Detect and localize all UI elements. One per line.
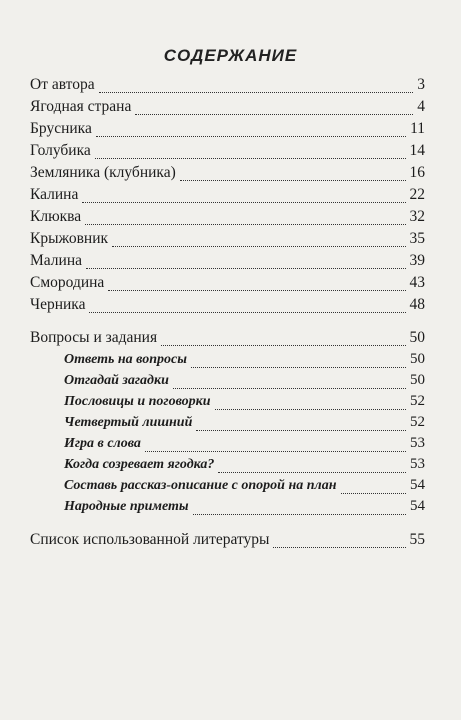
dot-leader	[145, 451, 406, 452]
toc-entry	[30, 208, 425, 230]
toc-subentry	[64, 393, 425, 415]
dot-leader	[99, 92, 414, 93]
toc-subentry-page: 54	[410, 477, 425, 493]
toc-entry-page: 48	[409, 296, 425, 313]
dot-leader	[180, 180, 406, 181]
toc-entry-page: 22	[409, 186, 425, 203]
toc-subentry	[64, 435, 425, 457]
dot-leader	[96, 136, 406, 137]
toc-entry-label: Малина	[30, 252, 83, 269]
toc-entry-page: 32	[409, 208, 425, 225]
toc-subentry-page: 53	[410, 456, 425, 472]
toc-entry-page: 16	[409, 164, 425, 181]
dot-leader	[112, 246, 405, 247]
toc-subentry-page: 50	[410, 372, 425, 388]
toc-entry-label: Смородина	[30, 274, 105, 291]
dot-leader	[196, 430, 406, 431]
toc-subentry-page: 52	[410, 414, 425, 430]
toc-entry-page: 55	[409, 531, 425, 548]
dot-leader	[135, 114, 413, 115]
toc-subentry-label: Четвертый лишний	[64, 415, 193, 430]
toc-subentry-label: Ответь на вопросы	[64, 352, 187, 367]
toc-entry-page: 50	[409, 329, 425, 346]
toc-subentry-label: Когда созревает ягодка?	[64, 457, 215, 472]
toc-subentry-label: Отгадай загадки	[64, 373, 169, 388]
toc-entry-label: От автора	[30, 76, 95, 93]
page-title: СОДЕРЖАНИЕ	[163, 46, 298, 65]
dot-leader	[193, 514, 406, 515]
toc-subentry-page: 53	[410, 435, 425, 451]
dot-leader	[89, 312, 405, 313]
toc-entry	[30, 252, 425, 274]
toc-entry-page: 4	[417, 98, 425, 115]
toc-subentry-page: 54	[410, 498, 425, 514]
toc-section-questions	[30, 329, 425, 351]
dot-leader	[108, 290, 405, 291]
toc-subentry	[64, 414, 425, 436]
toc-entry-label: Клюква	[30, 208, 82, 225]
toc-section-references	[30, 531, 425, 553]
toc-subentry	[64, 351, 425, 373]
dot-leader	[341, 493, 407, 494]
toc-subentry-page: 52	[410, 393, 425, 409]
dot-leader	[85, 224, 405, 225]
toc-subentry-label: Пословицы и поговорки	[64, 394, 211, 409]
toc-entry-label: Калина	[30, 186, 79, 203]
dot-leader	[215, 409, 406, 410]
dot-leader	[273, 547, 405, 548]
toc-entry-page: 14	[409, 142, 425, 159]
toc-subentry	[64, 477, 425, 499]
toc-subentry-page: 50	[410, 351, 425, 367]
toc-entry-label: Голубика	[30, 142, 91, 159]
dot-leader	[218, 472, 406, 473]
toc-subentry-label: Народные приметы	[64, 499, 189, 514]
toc-entry	[30, 186, 425, 208]
toc-entry	[30, 274, 425, 296]
toc-entry-label: Ягодная страна	[30, 98, 132, 115]
toc-entry-label: Земляника (клубника)	[30, 164, 176, 181]
toc-entry-page: 35	[409, 230, 425, 247]
toc-entry	[30, 120, 425, 142]
toc-entry-page: 11	[410, 120, 425, 137]
toc-subentry-label: Составь рассказ-описание с опорой на план	[64, 478, 337, 493]
toc-subentry	[64, 456, 425, 478]
toc-entry	[30, 76, 425, 98]
dot-leader	[82, 202, 405, 203]
toc-entry	[30, 98, 425, 120]
toc-entry-page: 3	[417, 76, 425, 93]
toc-entry-label: Крыжовник	[30, 230, 109, 247]
toc-entry-label: Вопросы и задания	[30, 329, 158, 346]
dot-leader	[161, 345, 405, 346]
toc-subentry	[64, 372, 425, 394]
dot-leader	[95, 158, 406, 159]
toc-entry-label: Черника	[30, 296, 86, 313]
toc-entry-page: 39	[409, 252, 425, 269]
toc-entry	[30, 296, 425, 318]
toc-subentry-label: Игра в слова	[64, 436, 141, 451]
toc-entry-page: 43	[409, 274, 425, 291]
dot-leader	[86, 268, 405, 269]
toc-entry	[30, 230, 425, 252]
toc-entry-label: Брусника	[30, 120, 92, 137]
toc-subentry	[64, 498, 425, 520]
toc-entry-label: Список использованной литературы	[30, 531, 270, 548]
toc-entry	[30, 142, 425, 164]
toc-entry	[30, 164, 425, 186]
dot-leader	[191, 367, 406, 368]
dot-leader	[173, 388, 406, 389]
